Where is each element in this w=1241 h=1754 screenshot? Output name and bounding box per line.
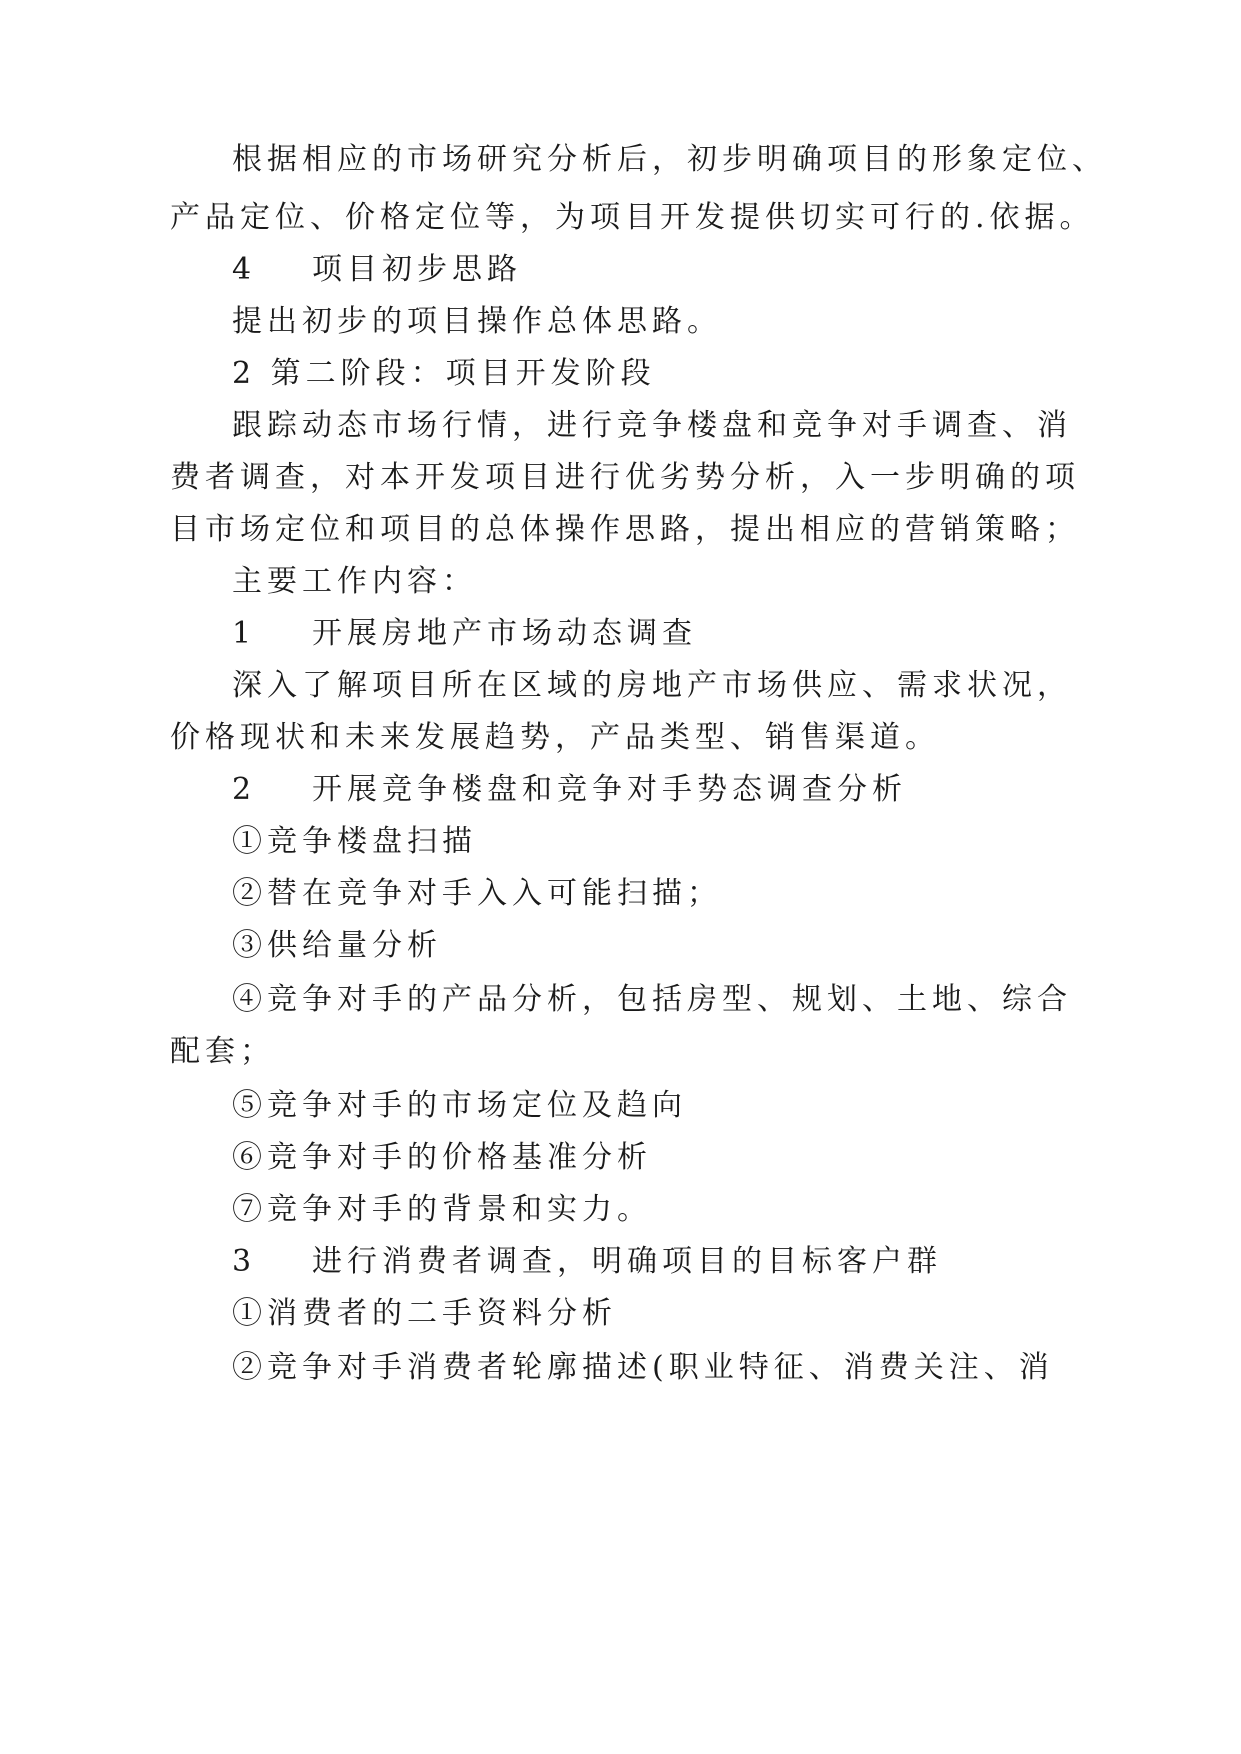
list-item: ①竞争楼盘扫描 xyxy=(232,824,477,859)
paragraph-line: 提出初步的项目操作总体思路。 xyxy=(232,304,722,339)
heading-number: 4 xyxy=(232,252,252,287)
paragraph-line: 主要工作内容： xyxy=(232,564,477,599)
section-heading: 2 第二阶段：项目开发阶段 xyxy=(232,356,656,391)
heading-text: 进行消费者调查，明确项目的目标客户群 xyxy=(312,1244,942,1279)
list-item: ④竞争对手的产品分析，包括房型、规划、土地、综合 xyxy=(232,982,1072,1017)
paragraph-line: 价格现状和未来发展趋势，产品类型、销售渠道。 xyxy=(170,720,940,755)
paragraph-line: 深入了解项目所在区域的房地产市场供应、需求状况， xyxy=(232,668,1072,703)
numbered-heading xyxy=(232,1242,942,1282)
list-item: ⑦竞争对手的背景和实力。 xyxy=(232,1192,652,1227)
heading-text: 项目初步思路 xyxy=(312,252,522,287)
heading-number: 2 xyxy=(232,772,252,807)
numbered-heading xyxy=(232,614,697,654)
paragraph-line: 根据相应的市场研究分析后，初步明确项目的形象定位、 xyxy=(232,142,1107,177)
list-item-continuation: 配套； xyxy=(170,1034,275,1069)
list-item: ③供给量分析 xyxy=(232,928,442,963)
heading-number: 3 xyxy=(232,1244,252,1279)
heading-text: 开展竞争楼盘和竞争对手势态调查分析 xyxy=(312,772,907,807)
paragraph-line: 目市场定位和项目的总体操作思路，提出相应的营销策略； xyxy=(170,512,1080,547)
list-item: ②替在竞争对手入入可能扫描； xyxy=(232,876,722,911)
paragraph-line: 产品定位、价格定位等，为项目开发提供切实可行的.依据。 xyxy=(170,200,1095,235)
list-item: ②竞争对手消费者轮廓描述(职业特征、消费关注、消 xyxy=(232,1350,1054,1385)
heading-number: 1 xyxy=(232,616,252,651)
list-item: ⑤竞争对手的市场定位及趋向 xyxy=(232,1088,687,1123)
list-item: ①消费者的二手资料分析 xyxy=(232,1296,617,1331)
paragraph-line: 费者调查，对本开发项目进行优劣势分析，入一步明确的项 xyxy=(170,460,1080,495)
numbered-heading xyxy=(232,770,907,810)
numbered-heading xyxy=(232,250,522,290)
heading-text: 开展房地产市场动态调查 xyxy=(312,616,697,651)
list-item: ⑥竞争对手的价格基准分析 xyxy=(232,1140,652,1175)
paragraph-line: 跟踪动态市场行情，进行竞争楼盘和竞争对手调查、消 xyxy=(232,408,1072,443)
